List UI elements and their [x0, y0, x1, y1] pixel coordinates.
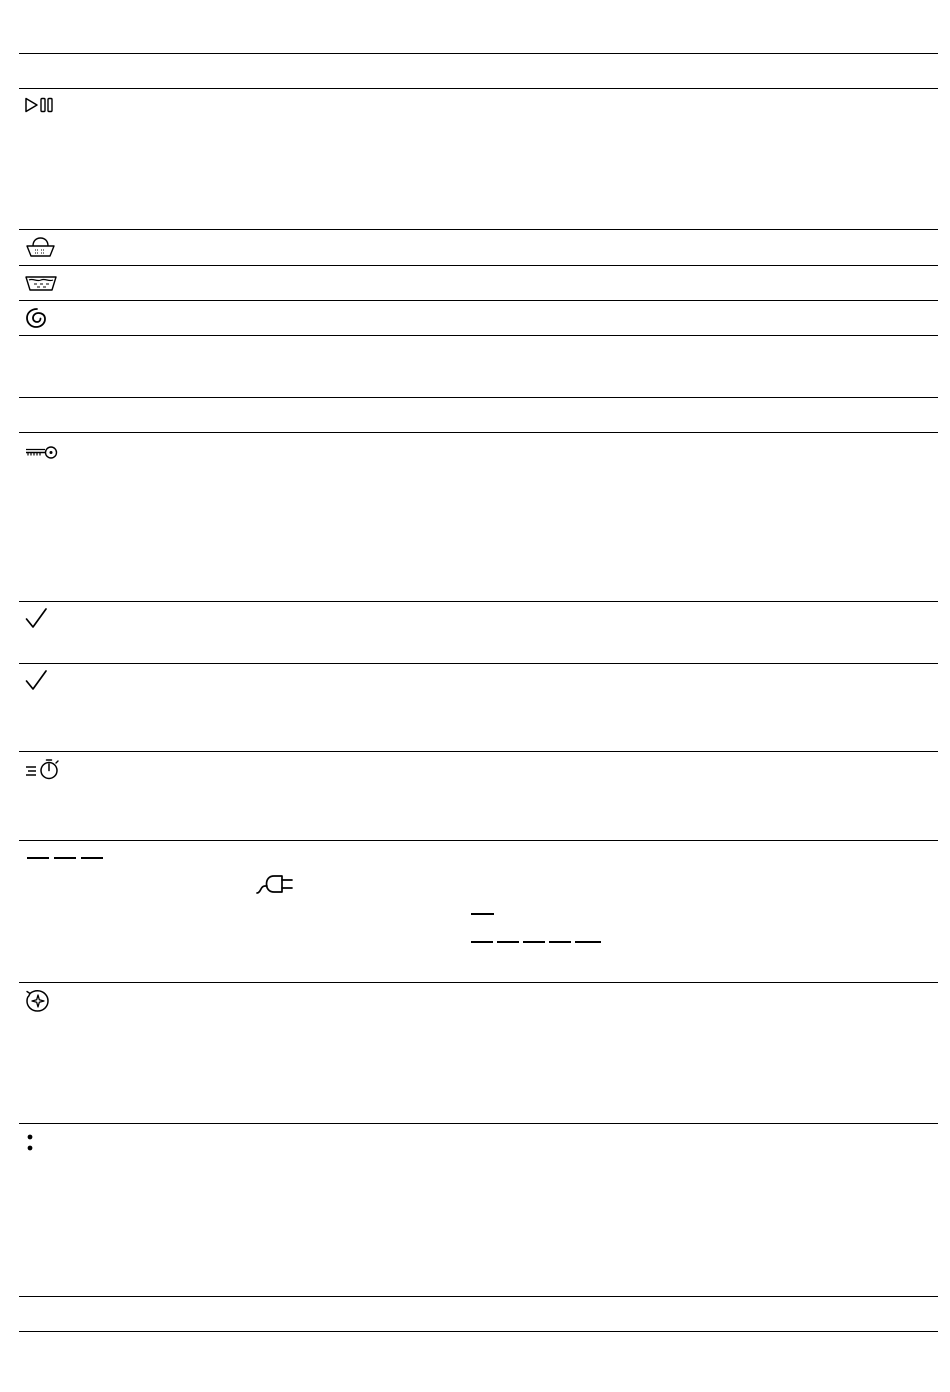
display-dashes-icon	[81, 857, 103, 859]
display-single-dash-icon	[471, 913, 494, 915]
row-divider	[19, 229, 938, 230]
row-divider	[19, 1123, 938, 1124]
row-divider	[19, 1296, 938, 1297]
power-plug-icon	[256, 873, 296, 895]
row-divider	[19, 663, 938, 664]
start-pause-icon	[25, 97, 59, 113]
row-divider	[19, 335, 938, 336]
row-divider	[19, 397, 938, 398]
row-divider	[19, 982, 938, 983]
child-lock-key-icon	[25, 444, 59, 460]
table-top-rule	[19, 53, 938, 54]
display-dashes-icon	[497, 941, 519, 943]
row-divider	[19, 751, 938, 752]
drum-clean-icon	[25, 989, 51, 1013]
display-dashes-icon	[523, 941, 545, 943]
display-dashes-icon	[575, 941, 601, 943]
table-bottom-rule	[19, 1331, 938, 1332]
display-dashes-icon	[27, 857, 49, 859]
row-divider	[19, 300, 938, 301]
header-row-divider	[19, 88, 938, 89]
row-divider	[19, 840, 938, 841]
checkmark-icon	[25, 670, 49, 692]
display-dashes-icon	[54, 857, 76, 859]
wash-tub-icon	[25, 236, 59, 258]
colon-icon	[26, 1133, 34, 1153]
rinse-tub-icon	[25, 275, 59, 293]
row-divider	[19, 265, 938, 266]
speed-stopwatch-icon	[25, 758, 61, 780]
display-dashes-icon	[471, 941, 493, 943]
row-divider	[19, 432, 938, 433]
checkmark-icon	[25, 608, 49, 630]
spin-spiral-icon	[25, 306, 49, 330]
display-dashes-icon	[549, 941, 571, 943]
row-divider	[19, 601, 938, 602]
